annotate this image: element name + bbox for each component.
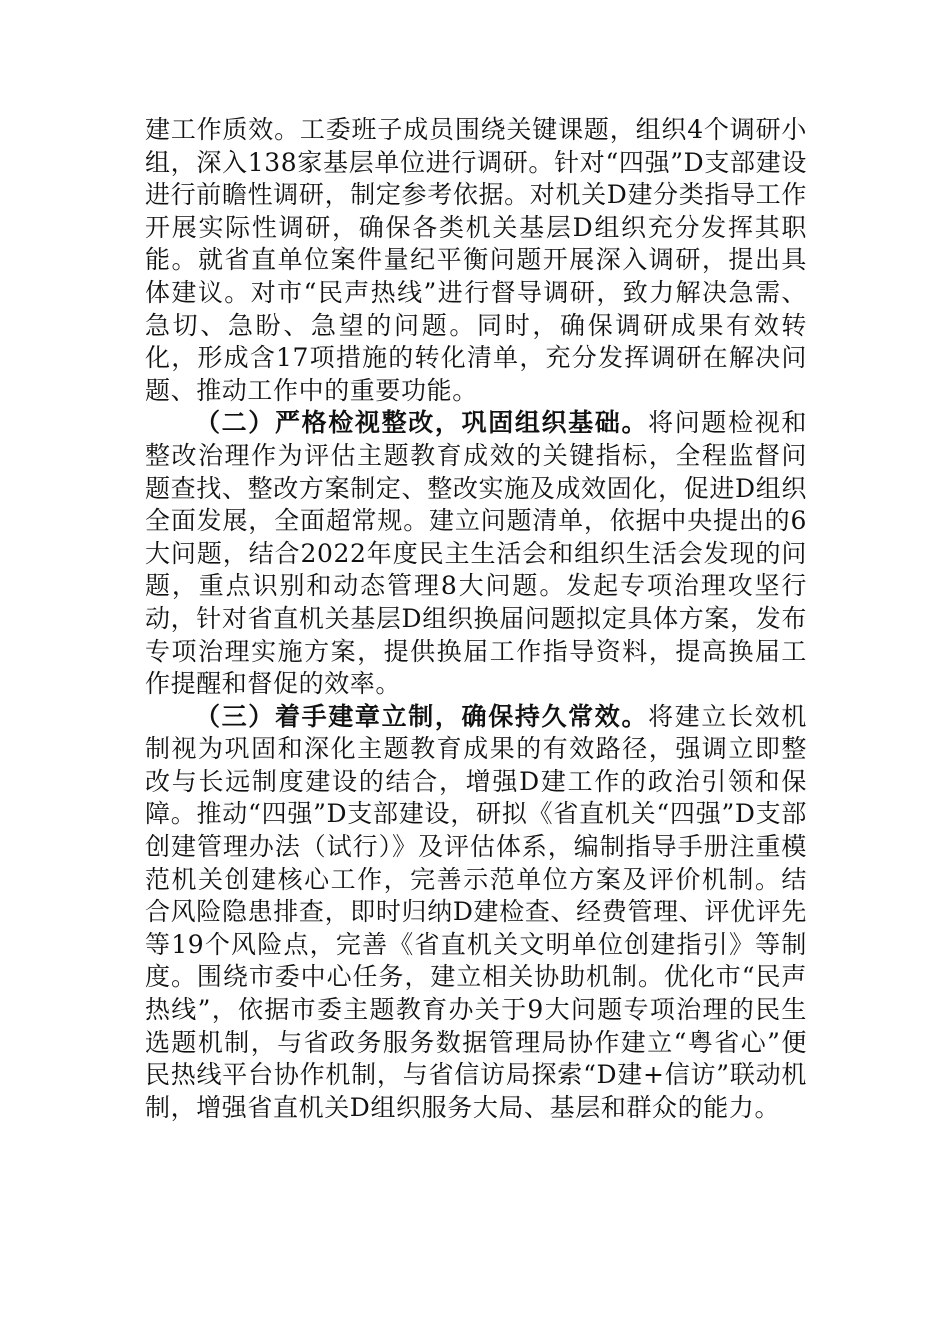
paragraph-3-text: 将建立长效机制视为巩固和深化主题教育成果的有效路径，强调立即整改与长远制度建设的结合，增强D建工作的政治引领和保障。推动“四强”D支部建设，研拟《省直机关“四强”D支部创建管理办法（试行）》及评估体系，编制指导手册注重模范机关创建核心工作，完善示范单位方案及评价机制。结合风险隐患排查，即时归纳D建检查、经费管理、评优评先等19个风险点，完善《省直机关文明单位创建指引》等制度。围绕市委中心任务，建立相关协助机制。优化市“民声热线”，依据市委主题教育办关于9大问题专项治理的民生选题机制，与省政务服务数据管理局协作建立“粤省心”便民热线平台协作机制，与省信访局探索“D建+信访”联动机制，增强省直机关D组织服务大局、基层和群众的能力。 (145, 701, 807, 1122)
document-body (145, 114, 807, 1124)
paragraph-1-text: 建工作质效。工委班子成员围绕关键课题，组织4个调研小组，深入138家基层单位进行调研。针对“四强”D支部建设进行前瞻性调研，制定参考依据。对机关D建分类指导工作开展实际性调研，确保各类机关基层D组织充分发挥其职能。就省直单位案件量纪平衡问题开展深入调研，提出具体建议。对市“民声热线”进行督导调研，致力解决急需、急切、急盼、急望的问题。同时，确保调研成果有效转化，形成含17项措施的转化清单，充分发挥调研在解决问题、推动工作中的重要功能。 (145, 115, 807, 405)
paragraph-2-text: 将问题检视和整改治理作为评估主题教育成效的关键指标，全程监督问题查找、整改方案制定、整改实施及成效固化，促进D组织全面发展，全面超常规。建立问题清单，依据中央提出的6大问题，结合2022年度民主生活会和组织生活会发现的问题，重点识别和动态管理8大问题。发起专项治理攻坚行动，针对省直机关基层D组织换届问题拟定具体方案，发布专项治理实施方案，提供换届工作指导资料，提高换届工作提醒和督促的效率。 (145, 408, 807, 699)
paragraph-3 (145, 701, 807, 1125)
section-heading-2: （二）严格检视整改，巩固组织基础。 (195, 408, 649, 438)
paragraph-1 (145, 114, 807, 407)
paragraph-2 (145, 407, 807, 700)
section-heading-3: （三）着手建章立制，确保持久常效。 (195, 701, 649, 731)
